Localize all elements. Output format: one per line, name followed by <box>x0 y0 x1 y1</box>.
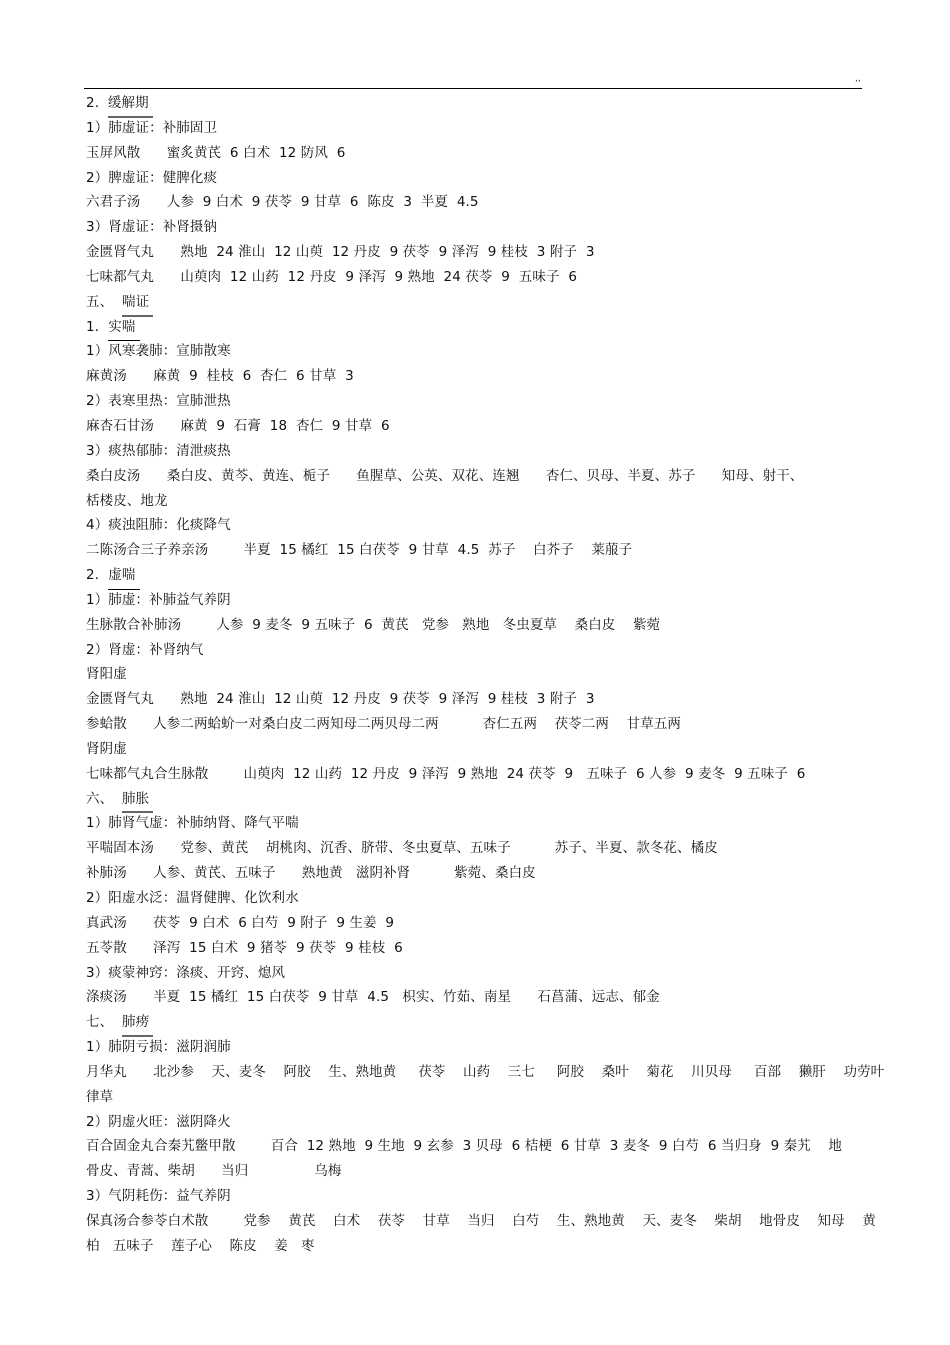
text-line <box>86 240 864 265</box>
line-text: 栝楼皮、地龙 <box>86 492 168 509</box>
text-line <box>86 836 864 861</box>
line-text: 平喘固本汤 党参、黄芪 胡桃肉、沉香、脐带、冬虫夏草、五味子 苏子、半夏、款冬花、橘皮 <box>86 840 718 857</box>
text-line <box>86 166 864 191</box>
text-line <box>86 116 864 141</box>
line-text: 麻杏石甘汤 麻黄 9 石膏 18 杏仁 9 甘草 6 <box>86 417 390 434</box>
text-line <box>86 364 864 389</box>
text-line <box>86 1209 876 1234</box>
text-line <box>86 712 864 737</box>
text-line <box>86 613 864 638</box>
header-mark: ,, <box>855 74 861 84</box>
text-line <box>86 439 864 464</box>
section-heading <box>86 315 864 340</box>
text-line <box>86 265 864 290</box>
line-text: 五苓散 泽泻 15 白术 9 猪苓 9 茯苓 9 桂枝 6 <box>86 939 403 956</box>
line-text: 2）阴虚火旺：滋阴降火 <box>86 1113 231 1130</box>
line-text: 百合固金丸合秦艽鳖甲散 百合 12 熟地 9 生地 9 玄参 3 贝母 6 桔梗 6 甘草 3 麦冬 9 白芍 6 当归身 9 秦艽 地 <box>86 1138 843 1155</box>
line-text: 3）痰蒙神窍：涤痰、开窍、熄风 <box>86 964 286 981</box>
line-text: 月华丸 北沙参 天、麦冬 阿胶 生、熟地黄 茯苓 山药 三七 阿胶 桑叶 菊花 川贝母 百部 獭肝 功劳叶 <box>86 1063 885 1080</box>
line-text: 柏 五味子 莲子心 陈皮 姜 枣 <box>86 1237 315 1254</box>
text-line <box>86 588 864 613</box>
line-text: 真武汤 茯苓 9 白术 6 白芍 9 附子 9 生姜 9 <box>86 914 395 931</box>
section-heading <box>86 787 864 812</box>
line-text: 1）风寒袭肺：宣肺散寒 <box>86 343 231 360</box>
text-line <box>86 1234 864 1259</box>
text-line <box>86 464 864 489</box>
line-text: 1． <box>86 318 109 335</box>
line-text: 1）肺虚证：补肺固卫 <box>86 119 218 136</box>
text-line <box>86 1184 864 1209</box>
text-line <box>86 936 864 961</box>
line-text: 六君子汤 人参 9 白术 9 茯苓 9 甘草 6 陈皮 3 半夏 4.5 <box>86 194 479 211</box>
line-text: 2． <box>86 567 109 584</box>
text-line <box>86 513 864 538</box>
line-text: 律草 <box>86 1088 114 1105</box>
line-text: 补肺汤 人参、黄芪、五味子 熟地黄 滋阴补肾 紫菀、桑白皮 <box>86 865 536 882</box>
text-line <box>86 414 864 439</box>
text-line <box>86 961 864 986</box>
text-line <box>86 1060 885 1085</box>
line-text: 3）痰热郁肺：清泄痰热 <box>86 442 231 459</box>
line-text: 五、 <box>86 293 122 310</box>
text-line <box>86 489 864 514</box>
document-body <box>86 91 885 1259</box>
text-line <box>86 1085 864 1110</box>
line-text: 麻黄汤 麻黄 9 桂枝 6 杏仁 6 甘草 3 <box>86 368 354 385</box>
text-line <box>86 886 864 911</box>
text-line <box>86 737 864 762</box>
underlined-heading: 肺胀 <box>122 787 149 812</box>
text-line <box>86 1134 864 1159</box>
text-line <box>86 190 864 215</box>
text-line <box>86 762 864 787</box>
line-text: 六、 <box>86 790 122 807</box>
text-line <box>86 861 864 886</box>
line-text: 涤痰汤 半夏 15 橘红 15 白茯苓 9 甘草 4.5 枳实、竹茹、南星 石菖蒲、远志、郁金 <box>86 989 660 1006</box>
line-text: 4）痰浊阻肺：化痰降气 <box>86 517 231 534</box>
text-line <box>86 811 864 836</box>
section-heading <box>86 1010 864 1035</box>
text-line <box>86 339 864 364</box>
underlined-heading: 喘证 <box>122 290 149 315</box>
text-line <box>86 911 864 936</box>
line-text: 2）脾虚证：健脾化痰 <box>86 169 218 186</box>
text-line <box>86 1159 864 1184</box>
line-text: 玉屏风散 蜜炙黄芪 6 白术 12 防风 6 <box>86 144 346 161</box>
line-text: 1）肺肾气虚：补肺纳肾、降气平喘 <box>86 815 299 832</box>
line-text: 2. <box>86 95 108 111</box>
text-line <box>86 687 864 712</box>
section-heading <box>86 563 864 588</box>
line-text: 3）气阴耗伤：益气养阴 <box>86 1188 231 1205</box>
line-text: 保真汤合参苓白术散 党参 黄芪 白术 茯苓 甘草 当归 白芍 生、熟地黄 天、麦冬 柴胡 地骨皮 知母 黄 <box>86 1212 876 1229</box>
line-text: 桑白皮汤 桑白皮、黄芩、黄连、栀子 鱼腥草、公英、双花、连翘 杏仁、贝母、半夏、苏子 知母、射干、 <box>86 467 804 484</box>
line-text: 七味都气丸合生脉散 山萸肉 12 山药 12 丹皮 9 泽泻 9 熟地 24 茯苓 9 五味子 6 人参 9 麦冬 9 五味子 6 <box>86 765 806 782</box>
text-line <box>86 662 864 687</box>
underlined-heading: 实喘 <box>108 315 135 340</box>
section-heading <box>86 91 864 116</box>
underlined-heading: 肺痨 <box>122 1010 149 1035</box>
line-text: 1）肺阴亏损：滋阴润肺 <box>86 1039 231 1056</box>
line-text: 七、 <box>86 1014 122 1031</box>
text-line <box>86 985 864 1010</box>
text-line <box>86 1035 864 1060</box>
line-text: 肾阴虚 <box>86 740 127 757</box>
line-text: 生脉散合补肺汤 人参 9 麦冬 9 五味子 6 黄芪 党参 熟地 冬虫夏草 桑白皮 紫菀 <box>86 616 661 633</box>
line-text: 3）肾虚证：补肾摄钠 <box>86 219 218 236</box>
section-heading <box>86 290 864 315</box>
line-text: 金匮肾气丸 熟地 24 淮山 12 山萸 12 丹皮 9 茯苓 9 泽泻 9 桂枝 3 附子 3 <box>86 691 595 708</box>
line-text: 1）肺虚：补肺益气养阴 <box>86 591 231 608</box>
line-text: 2）表寒里热：宣肺泄热 <box>86 393 231 410</box>
line-text: 肾阳虚 <box>86 666 127 683</box>
text-line <box>86 389 864 414</box>
text-line <box>86 1110 864 1135</box>
line-text: 2）阳虚水泛：温肾健脾、化饮利水 <box>86 890 299 906</box>
line-text: 2）肾虚：补肾纳气 <box>86 641 204 658</box>
line-text: 参蛤散 人参二两蛤蚧一对桑白皮二两知母二两贝母二两 杏仁五两 茯苓二两 甘草五两 <box>86 716 681 733</box>
line-text: 七味都气丸 山萸肉 12 山药 12 丹皮 9 泽泻 9 熟地 24 茯苓 9 五味子 6 <box>86 268 578 285</box>
underlined-heading: 缓解期 <box>108 91 149 116</box>
line-text: 二陈汤合三子养亲汤 半夏 15 橘红 15 白茯苓 9 甘草 4.5 苏子 白芥子 莱菔子 <box>86 542 633 559</box>
text-line <box>86 638 864 663</box>
text-line <box>86 141 864 166</box>
line-text: 骨皮、青蒿、柴胡 当归 乌梅 <box>86 1163 342 1180</box>
header-rule <box>84 88 862 89</box>
underlined-heading: 虚喘 <box>108 563 135 588</box>
text-line <box>86 215 864 240</box>
text-line <box>86 538 864 563</box>
line-text: 金匮肾气丸 熟地 24 淮山 12 山萸 12 丹皮 9 茯苓 9 泽泻 9 桂枝 3 附子 3 <box>86 244 595 261</box>
